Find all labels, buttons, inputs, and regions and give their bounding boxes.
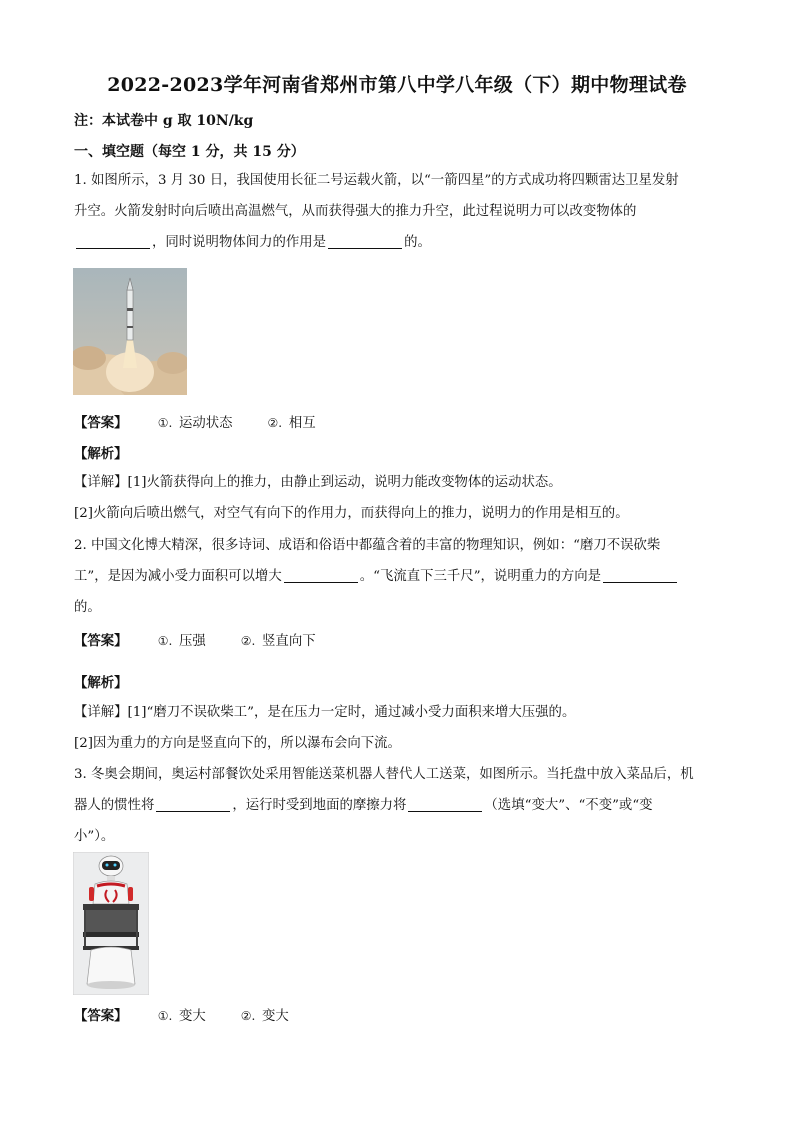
q1-answer-label: 【答案】	[74, 415, 128, 431]
rocket-launch-image	[73, 268, 187, 395]
page-title: 2022-2023学年河南省郑州市第八中学八年级（下）期中物理试卷	[107, 74, 687, 96]
section-heading: 一、填空题（每空 1 分，共 15 分）	[74, 144, 305, 160]
q1-line3: ，同时说明物体间力的作用是 的。	[74, 233, 431, 253]
answer-blank	[156, 797, 230, 812]
q2-detail2: [2]因为重力的方向是竖直向下的，所以瀑布会向下流。	[74, 736, 401, 751]
q3-line2: 器人的惯性将 ，运行时受到地面的摩擦力将 （选填“变大”、“不变”或“变	[74, 798, 653, 813]
q1-line1: 1. 如图所示，3 月 30 日，我国使用长征二号运载火箭，以“一箭四星”的方式成功将四颗雷达卫星发射	[74, 173, 679, 188]
answer-blank	[284, 568, 358, 583]
q2-line2: 工”，是因为减小受力面积可以增大 。“飞流直下三千尺”，说明重力的方向是	[74, 567, 679, 587]
q1-detail2: [2]火箭向后喷出燃气，对空气有向下的作用力，而获得向上的推力，说明力的作用是相互的。	[74, 506, 629, 521]
exam-note: 注：本试卷中 g 取 10N/kg	[74, 113, 254, 129]
q1-analysis-label: 【解析】	[74, 446, 128, 462]
serving-robot-image	[73, 852, 149, 995]
answer-blank	[408, 797, 482, 812]
q1-line2: 升空。火箭发射时向后喷出高温燃气，从而获得强大的推力升空，此过程说明力可以改变物体的	[74, 204, 637, 219]
q2-answer-label: 【答案】	[74, 633, 128, 649]
q1-detail1: 【详解】[1]火箭获得向上的推力，由静止到运动，说明力能改变物体的运动状态。	[74, 475, 562, 490]
q2-line3: 的。	[74, 600, 101, 615]
q3-line1: 3. 冬奥会期间，奥运村部餐饮处采用智能送菜机器人替代人工送菜，如图所示。当托盘中放入菜品后，机	[74, 767, 694, 782]
q2-line1: 2. 中国文化博大精深，很多诗词、成语和俗语中都蕴含着的丰富的物理知识，例如：“磨刀不误砍柴	[74, 538, 661, 553]
answer-blank	[76, 234, 150, 249]
q2-analysis-label: 【解析】	[74, 675, 128, 691]
q3-answer-list: ①. 变大 ②. 变大	[157, 1009, 289, 1024]
answer-blank	[603, 568, 677, 583]
q1-answer-list: ①. 运动状态 ②. 相互	[157, 416, 316, 431]
q2-answer-list: ①. 压强 ②. 竖直向下	[157, 634, 316, 649]
q3-answer-label: 【答案】	[74, 1008, 128, 1024]
answer-blank	[328, 234, 402, 249]
q2-detail1: 【详解】[1]“磨刀不误砍柴工”，是在压力一定时，通过减小受力面积来增大压强的。	[74, 705, 576, 720]
q3-line3: 小”）。	[74, 829, 115, 844]
